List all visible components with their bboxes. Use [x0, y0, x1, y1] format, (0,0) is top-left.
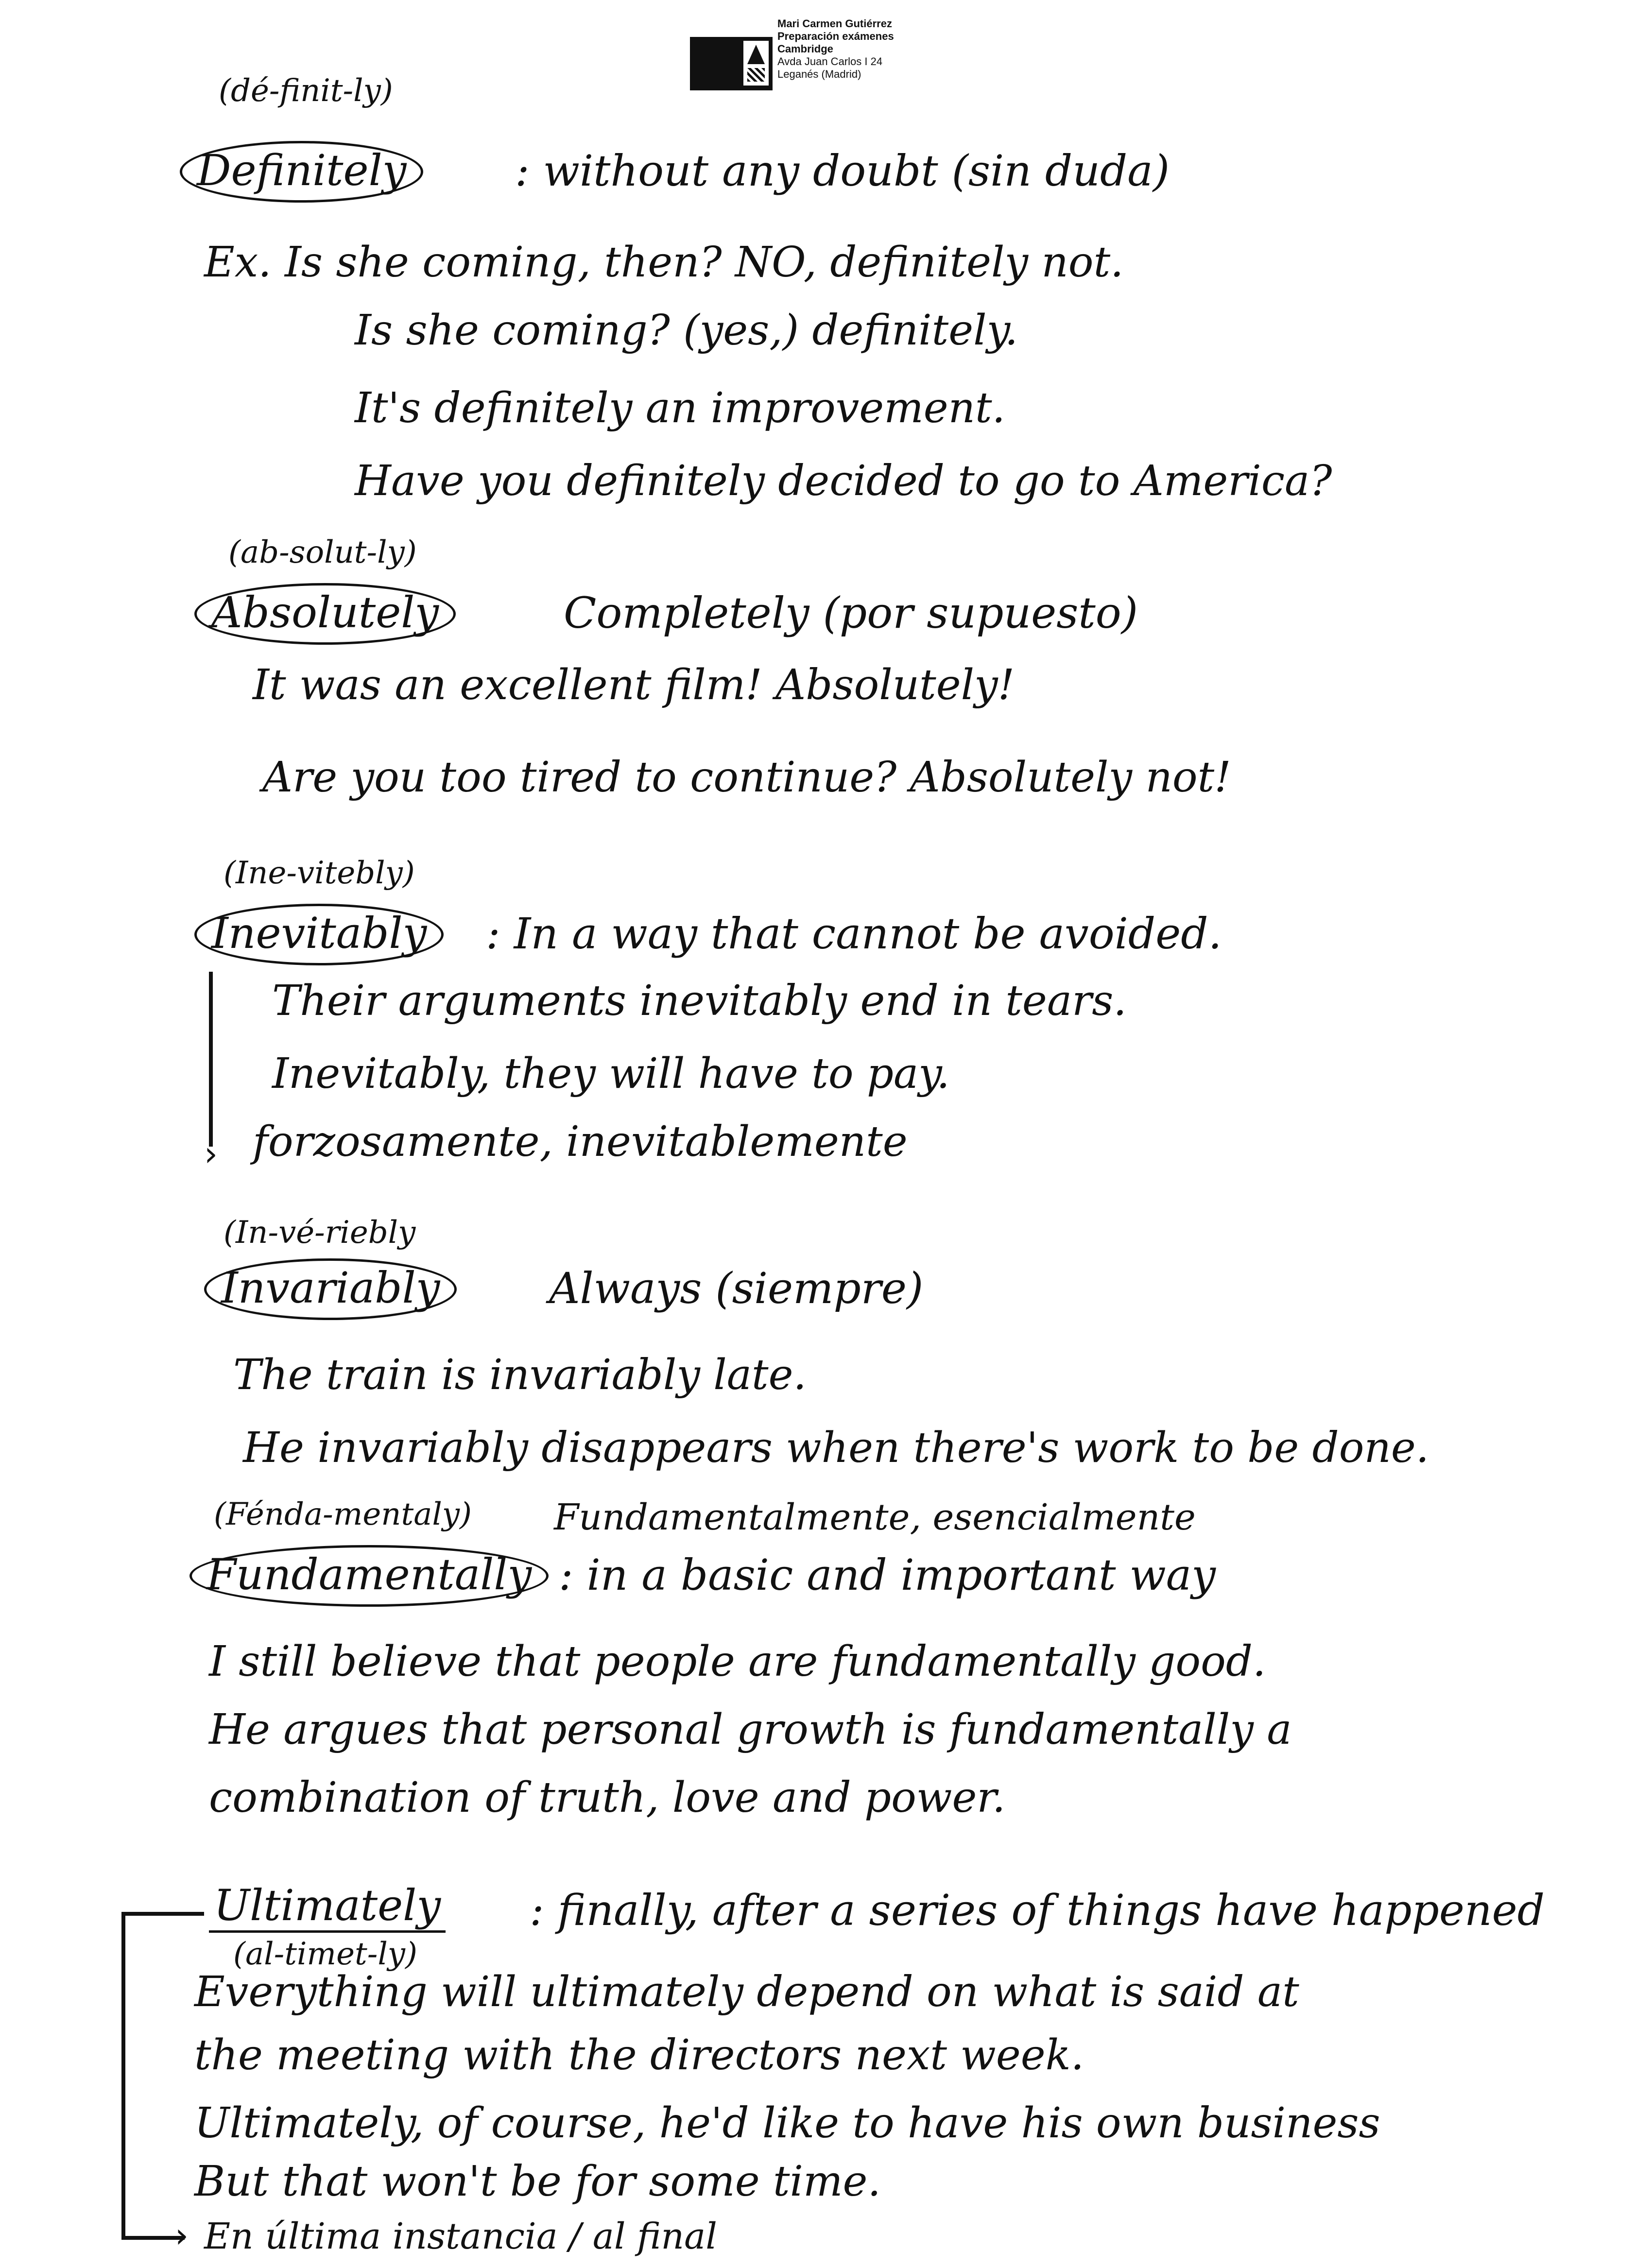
example: Everything will ultimately depend on what is said at: [194, 1968, 1299, 2016]
arrow-right-icon: ›: [204, 1134, 218, 1174]
vocab-term: Absolutely: [194, 583, 456, 645]
example: Inevitably, they will have to pay.: [272, 1049, 950, 1098]
emblem-icon: [743, 41, 769, 86]
example: combination of truth, love and power.: [209, 1773, 1006, 1822]
example: I still believe that people are fundamentally good.: [209, 1637, 1266, 1686]
example: Ex. Is she coming, then? NO, definitely not.: [204, 238, 1124, 287]
arrow-right-icon: ›: [175, 2216, 189, 2255]
definition: : without any doubt (sin duda): [515, 146, 1170, 196]
academy-logo: [690, 37, 773, 90]
pronunciation: (dé-finit-ly): [219, 73, 393, 109]
example: Is she coming? (yes,) definitely.: [355, 306, 1018, 355]
example: Their arguments inevitably end in tears.: [272, 977, 1127, 1025]
bracket-line: [121, 1912, 125, 2240]
example: Are you too tired to continue? Absolutely not!: [262, 753, 1231, 802]
stamp-line: Avda Juan Carlos I 24: [777, 55, 883, 68]
definition: : in a basic and important way: [559, 1550, 1216, 1600]
definition: Always (siempre): [549, 1263, 924, 1313]
pronunciation: (al-timet-ly): [233, 1936, 417, 1972]
translation: Fundamentalmente, esencialmente: [554, 1496, 1196, 1538]
example: It's definitely an improvement.: [355, 384, 1005, 432]
stamp-line: Mari Carmen Gutiérrez: [777, 17, 892, 30]
stamp-line: Cambridge: [777, 43, 833, 55]
pronunciation: (Ine-vitebly): [224, 855, 415, 891]
stamp-line: Preparación exámenes: [777, 30, 894, 42]
example: Ultimately, of course, he'd like to have his own business: [194, 2099, 1380, 2148]
pronunciation: (In-vé-riebly: [224, 1215, 416, 1251]
pronunciation: (Fénda-mentaly): [214, 1496, 472, 1532]
example: He argues that personal growth is fundamentally a: [209, 1705, 1292, 1754]
stamp-address: [777, 17, 894, 81]
example: the meeting with the directors next week.: [194, 2031, 1084, 2079]
pronunciation: (ab-solut-ly): [228, 534, 417, 570]
definition: : In a way that cannot be avoided.: [486, 909, 1222, 959]
vocab-term: Fundamentally: [189, 1545, 549, 1607]
example: He invariably disappears when there's work to be done.: [243, 1424, 1429, 1472]
definition: : finally, after a series of things have happened: [530, 1885, 1545, 1935]
vocab-term: Invariably: [204, 1258, 457, 1320]
definition: Completely (por supuesto): [564, 588, 1138, 638]
bracket-line: [121, 1912, 204, 1916]
vocab-term: Ultimately: [209, 1880, 446, 1933]
translation: En última instancia / al final: [204, 2216, 717, 2257]
translation: forzosamente, inevitablemente: [253, 1117, 908, 1166]
header-stamp: [690, 17, 1001, 100]
bracket-line: [209, 972, 213, 1147]
example: Have you definitely decided to go to America?: [355, 457, 1332, 505]
vocab-term: Definitely: [180, 141, 423, 203]
example: But that won't be for some time.: [194, 2157, 881, 2206]
stamp-line: Leganés (Madrid): [777, 68, 861, 80]
vocab-term: Inevitably: [194, 904, 444, 965]
example: It was an excellent film! Absolutely!: [253, 661, 1015, 709]
example: The train is invariably late.: [233, 1351, 807, 1399]
